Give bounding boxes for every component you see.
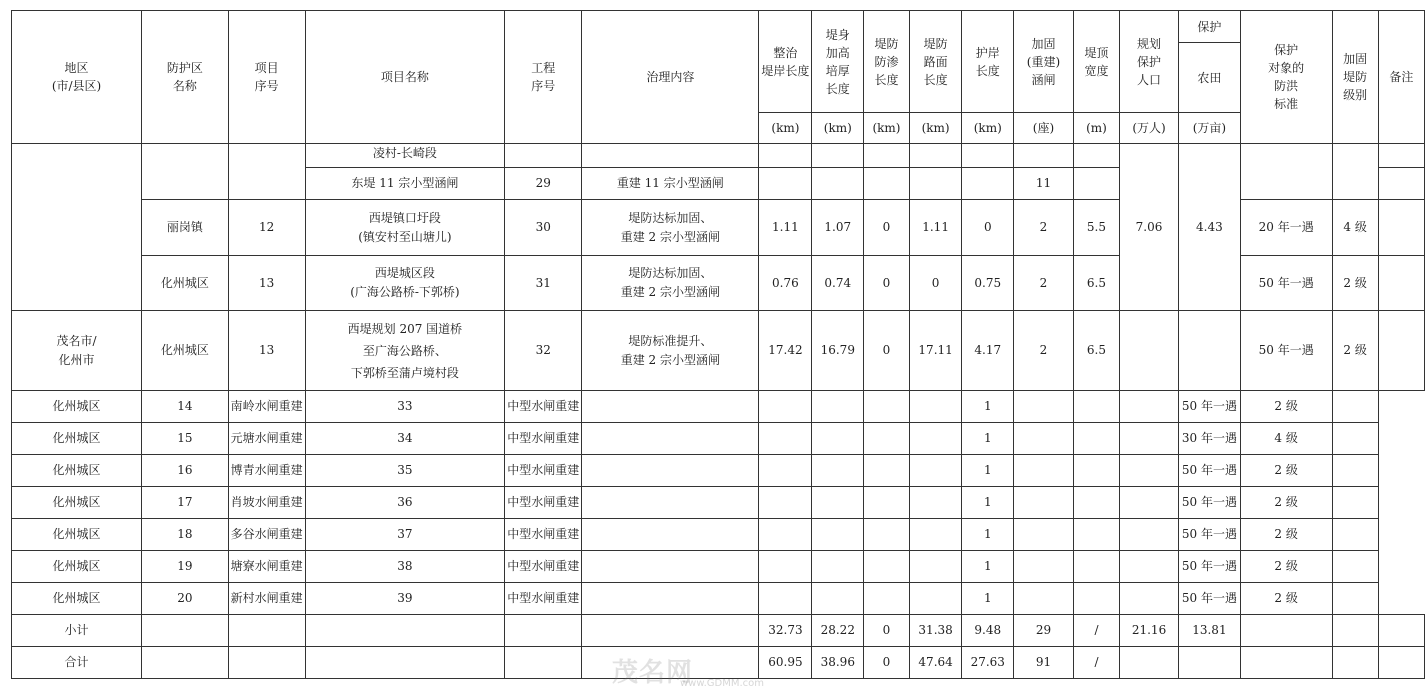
flood-standard-cell: 30 年一遇: [1179, 423, 1241, 455]
bank-length-cell: 60.95: [759, 647, 812, 679]
flood-standard-cell: 50 年一遇: [1179, 551, 1241, 583]
population-cell: [1073, 551, 1119, 583]
project-name-cell: 多谷水闸重建: [228, 519, 305, 551]
zone-cell: 化州城区: [12, 583, 142, 615]
sluice-cell: 1: [962, 455, 1014, 487]
project-name-cell: 元塘水闸重建: [228, 423, 305, 455]
remark-cell: [1332, 455, 1378, 487]
table-row: [12, 455, 1425, 487]
farmland-cell: [1120, 583, 1179, 615]
unit-sluice: (座): [1014, 113, 1074, 144]
raise-length-cell: [759, 487, 812, 519]
farmland-merged-cell: 4.43: [1179, 144, 1241, 311]
flood-standard-cell: 50 年一遇: [1179, 519, 1241, 551]
project-no-cell: 19: [142, 551, 229, 583]
bank-length-cell: 1.11: [759, 200, 812, 256]
population-merged-cell: 7.06: [1120, 144, 1179, 311]
revetment-length-cell: [909, 583, 962, 615]
seepage-length-cell: [812, 519, 864, 551]
content-cell: 中型水闸重建: [505, 583, 582, 615]
seepage-length-cell: 0: [864, 647, 910, 679]
content-cell: 堤防标准提升、 重建 2 宗小型涵闸: [582, 311, 759, 391]
project-name-cell: 塘寮水闸重建: [228, 551, 305, 583]
bank-length-cell: [582, 551, 759, 583]
grade-cell: 2 级: [1332, 311, 1378, 391]
seepage-length-cell: 0: [864, 256, 910, 311]
raise-length-cell: [759, 519, 812, 551]
zone-cell: 化州城区: [12, 391, 142, 423]
crest-width-cell: /: [1073, 647, 1119, 679]
unit-farmland: (万亩): [1179, 113, 1241, 144]
header-content: 治理内容: [582, 11, 759, 144]
header-project-name: 项目名称: [305, 11, 505, 144]
content-cell: 重建 11 宗小型涵闸: [582, 168, 759, 200]
crest-width-cell: 6.5: [1073, 256, 1119, 311]
project-no-cell: 14: [142, 391, 229, 423]
revetment-length-cell: 4.17: [962, 311, 1014, 391]
crest-width-cell: 6.5: [1073, 311, 1119, 391]
grade-cell: 4 级: [1240, 423, 1332, 455]
zone-cell: 化州城区: [12, 487, 142, 519]
revetment-length-cell: [909, 455, 962, 487]
grade-cell: 4 级: [1332, 200, 1378, 256]
road-length-cell: [864, 487, 910, 519]
farmland-cell: 13.81: [1179, 615, 1241, 647]
population-cell: [1073, 391, 1119, 423]
zone-cell: 化州城区: [12, 455, 142, 487]
farmland-cell: [1120, 455, 1179, 487]
project-name-cell: 肖坡水闸重建: [228, 487, 305, 519]
revetment-length-cell: [909, 391, 962, 423]
crest-width-cell: /: [1073, 615, 1119, 647]
population-cell: [1073, 519, 1119, 551]
project-no-cell: 20: [142, 583, 229, 615]
flood-control-project-table: [11, 10, 1425, 679]
sluice-cell: 2: [1014, 256, 1074, 311]
remark-cell: [1332, 391, 1378, 423]
header-sluice: 加固 (重建) 涵闸: [1014, 11, 1074, 113]
raise-length-cell: [759, 423, 812, 455]
header-seepage-length: 堤防 防渗 长度: [864, 11, 910, 113]
content-cell: 中型水闸重建: [505, 391, 582, 423]
bank-length-cell: 17.42: [759, 311, 812, 391]
flood-standard-cell: 20 年一遇: [1240, 200, 1332, 256]
unit-population: (万人): [1120, 113, 1179, 144]
flood-standard-cell: 50 年一遇: [1240, 311, 1332, 391]
content-cell: 中型水闸重建: [505, 423, 582, 455]
work-no-cell: 39: [305, 583, 505, 615]
work-no-cell: 35: [305, 455, 505, 487]
content-cell: 中型水闸重建: [505, 487, 582, 519]
sluice-cell: 11: [1014, 168, 1074, 200]
header-crest-width: 堤顶 宽度: [1073, 11, 1119, 113]
zone-cell: 化州城区: [142, 311, 229, 391]
total-row: [12, 647, 1425, 679]
seepage-length-cell: [812, 487, 864, 519]
project-no-cell: 13: [228, 256, 305, 311]
road-length-cell: [864, 551, 910, 583]
flood-standard-cell: 50 年一遇: [1179, 583, 1241, 615]
project-no-cell: [228, 144, 305, 200]
work-no-cell: 38: [305, 551, 505, 583]
grade-cell: 2 级: [1240, 487, 1332, 519]
raise-length-cell: 1.07: [812, 200, 864, 256]
road-length-cell: 1.11: [909, 200, 962, 256]
population-cell: [1073, 423, 1119, 455]
revetment-length-cell: [909, 423, 962, 455]
project-name-cell: 东堤 11 宗小型涵闸: [305, 168, 505, 200]
remark-cell: [1332, 519, 1378, 551]
road-length-cell: 31.38: [909, 615, 962, 647]
revetment-length-cell: [909, 551, 962, 583]
table-row: [12, 487, 1425, 519]
subtotal-row: [12, 615, 1425, 647]
unit-bank-length: (km): [759, 113, 812, 144]
header-flood-standard: 保护 对象的 防洪 标准: [1240, 11, 1332, 144]
flood-standard-cell: 50 年一遇: [1179, 455, 1241, 487]
sluice-cell: 1: [962, 487, 1014, 519]
sluice-cell: 91: [1014, 647, 1074, 679]
project-no-cell: 18: [142, 519, 229, 551]
revetment-length-cell: [909, 487, 962, 519]
crest-width-cell: [1014, 423, 1074, 455]
sluice-cell: 2: [1014, 311, 1074, 391]
crest-width-cell: [1014, 455, 1074, 487]
unit-seepage-length: (km): [864, 113, 910, 144]
table-row: [12, 519, 1425, 551]
grade-cell: 2 级: [1240, 583, 1332, 615]
remark-cell: [1332, 583, 1378, 615]
project-name-cell: 西堤镇口圩段 (镇安村至山塘儿): [305, 200, 505, 256]
revetment-length-cell: 9.48: [962, 615, 1014, 647]
flood-standard-cell: 50 年一遇: [1240, 256, 1332, 311]
header-protect: 保护: [1179, 11, 1241, 43]
total-label: 合计: [12, 647, 142, 679]
farmland-cell: [1120, 423, 1179, 455]
zone-cell: [142, 144, 229, 200]
project-name-cell: 博青水闸重建: [228, 455, 305, 487]
project-no-cell: 12: [228, 200, 305, 256]
sluice-cell: 1: [962, 551, 1014, 583]
table-row: [12, 391, 1425, 423]
sluice-cell: 1: [962, 519, 1014, 551]
work-no-cell: 34: [305, 423, 505, 455]
crest-width-cell: [1014, 583, 1074, 615]
grade-cell: 2 级: [1240, 551, 1332, 583]
grade-cell: 2 级: [1332, 256, 1378, 311]
content-cell: 中型水闸重建: [505, 551, 582, 583]
work-no-cell: 32: [505, 311, 582, 391]
bank-length-cell: 0.76: [759, 256, 812, 311]
work-no-cell: 37: [305, 519, 505, 551]
seepage-length-cell: [812, 583, 864, 615]
watermark-url: www.GDMM.com: [680, 678, 765, 689]
raise-length-cell: 0.74: [812, 256, 864, 311]
farmland-cell: [1120, 519, 1179, 551]
bank-length-cell: [582, 423, 759, 455]
seepage-length-cell: [812, 551, 864, 583]
bank-length-cell: [582, 391, 759, 423]
revetment-length-cell: 0.75: [962, 256, 1014, 311]
content-cell: 堤防达标加固、 重建 2 宗小型涵闸: [582, 200, 759, 256]
header-remark: 备注: [1378, 11, 1424, 144]
road-length-cell: 17.11: [909, 311, 962, 391]
project-name-cell: 南岭水闸重建: [228, 391, 305, 423]
project-name-cell: 新村水闸重建: [228, 583, 305, 615]
crest-width-cell: 5.5: [1073, 200, 1119, 256]
grade-cell: 2 级: [1240, 455, 1332, 487]
project-no-cell: 13: [228, 311, 305, 391]
work-no-cell: 33: [305, 391, 505, 423]
header-bank-length: 整治 堤岸长度: [759, 11, 812, 113]
unit-revetment-length: (km): [962, 113, 1014, 144]
revetment-length-cell: [909, 519, 962, 551]
header-region: 地区 (市/县区): [12, 11, 142, 144]
subtotal-label: 小计: [12, 615, 142, 647]
crest-width-cell: [1014, 487, 1074, 519]
region-cell: [12, 144, 142, 311]
road-length-cell: 47.64: [909, 647, 962, 679]
flood-standard-cell: 50 年一遇: [1179, 487, 1241, 519]
project-no-cell: 17: [142, 487, 229, 519]
zone-cell: 化州城区: [12, 423, 142, 455]
crest-width-cell: [1014, 391, 1074, 423]
header-population: 规划 保护 人口: [1120, 11, 1179, 113]
header-revetment-length: 护岸 长度: [962, 11, 1014, 113]
header-farmland: 农田: [1179, 43, 1241, 113]
raise-length-cell: 28.22: [812, 615, 864, 647]
header-protect-zone: 防护区 名称: [142, 11, 229, 144]
sluice-cell: 2: [1014, 200, 1074, 256]
work-no-cell: 36: [305, 487, 505, 519]
crest-width-cell: [1014, 551, 1074, 583]
remark-cell: [1332, 487, 1378, 519]
table-row: [12, 551, 1425, 583]
sluice-rows: [12, 391, 1425, 615]
header-work-no: 工程 序号: [505, 11, 582, 144]
population-cell: [1073, 583, 1119, 615]
project-name-cell: 凌村-长崎段: [305, 144, 505, 168]
farmland-cell: [1120, 391, 1179, 423]
content-cell: 中型水闸重建: [505, 519, 582, 551]
seepage-length-cell: 0: [864, 311, 910, 391]
table-row: [12, 311, 1425, 391]
project-no-cell: 15: [142, 423, 229, 455]
bank-length-cell: 32.73: [759, 615, 812, 647]
road-length-cell: 0: [909, 256, 962, 311]
work-no-cell: 30: [505, 200, 582, 256]
raise-length-cell: [759, 551, 812, 583]
farmland-cell: [1120, 551, 1179, 583]
work-no-cell: 29: [505, 168, 582, 200]
project-no-cell: 16: [142, 455, 229, 487]
header-raise-length: 堤身 加高 培厚 长度: [812, 11, 864, 113]
road-length-cell: [864, 519, 910, 551]
content-cell: 中型水闸重建: [505, 455, 582, 487]
grade-cell: 2 级: [1240, 391, 1332, 423]
sluice-cell: 29: [1014, 615, 1074, 647]
zone-cell: 化州城区: [12, 519, 142, 551]
remark-cell: [1332, 423, 1378, 455]
header-road-length: 堤防 路面 长度: [909, 11, 962, 113]
header-project-no: 项目 序号: [228, 11, 305, 144]
zone-cell: 化州城区: [12, 551, 142, 583]
content-cell: 堤防达标加固、 重建 2 宗小型涵闸: [582, 256, 759, 311]
flood-standard-cell: 50 年一遇: [1179, 391, 1241, 423]
unit-raise-length: (km): [812, 113, 864, 144]
bank-length-cell: [582, 487, 759, 519]
sluice-cell: 1: [962, 391, 1014, 423]
bank-length-cell: [582, 455, 759, 487]
farmland-cell: [1120, 487, 1179, 519]
road-length-cell: [864, 391, 910, 423]
remark-cell: [1332, 551, 1378, 583]
table-row: [12, 144, 1425, 168]
road-length-cell: [864, 455, 910, 487]
grade-cell: 2 级: [1240, 519, 1332, 551]
population-cell: 21.16: [1120, 615, 1179, 647]
header-grade: 加固 堤防 级别: [1332, 11, 1378, 144]
raise-length-cell: [759, 391, 812, 423]
zone-cell: 化州城区: [142, 256, 229, 311]
table-row: [12, 583, 1425, 615]
sluice-cell: 1: [962, 423, 1014, 455]
seepage-length-cell: 0: [864, 200, 910, 256]
road-length-cell: [864, 423, 910, 455]
seepage-length-cell: [812, 391, 864, 423]
zone-cell: 丽岗镇: [142, 200, 229, 256]
unit-road-length: (km): [909, 113, 962, 144]
raise-length-cell: [759, 583, 812, 615]
crest-width-cell: [1014, 519, 1074, 551]
raise-length-cell: [759, 455, 812, 487]
revetment-length-cell: 0: [962, 200, 1014, 256]
work-no-cell: 31: [505, 256, 582, 311]
population-cell: [1073, 487, 1119, 519]
road-length-cell: [864, 583, 910, 615]
unit-crest-width: (m): [1073, 113, 1119, 144]
sluice-cell: 1: [962, 583, 1014, 615]
seepage-length-cell: 0: [864, 615, 910, 647]
seepage-length-cell: [812, 455, 864, 487]
population-cell: [1073, 455, 1119, 487]
revetment-length-cell: 27.63: [962, 647, 1014, 679]
region-cell: 茂名市/ 化州市: [12, 311, 142, 391]
project-name-cell: 西堤城区段 (广海公路桥-下郭桥): [305, 256, 505, 311]
raise-length-cell: 16.79: [812, 311, 864, 391]
table-row: [12, 423, 1425, 455]
seepage-length-cell: [812, 423, 864, 455]
bank-length-cell: [582, 583, 759, 615]
raise-length-cell: 38.96: [812, 647, 864, 679]
project-name-cell: 西堤规划 207 国道桥 至广海公路桥、 下郭桥至蒲卢境村段: [305, 311, 505, 391]
watermark-logo: 茂名网: [612, 658, 694, 688]
bank-length-cell: [582, 519, 759, 551]
